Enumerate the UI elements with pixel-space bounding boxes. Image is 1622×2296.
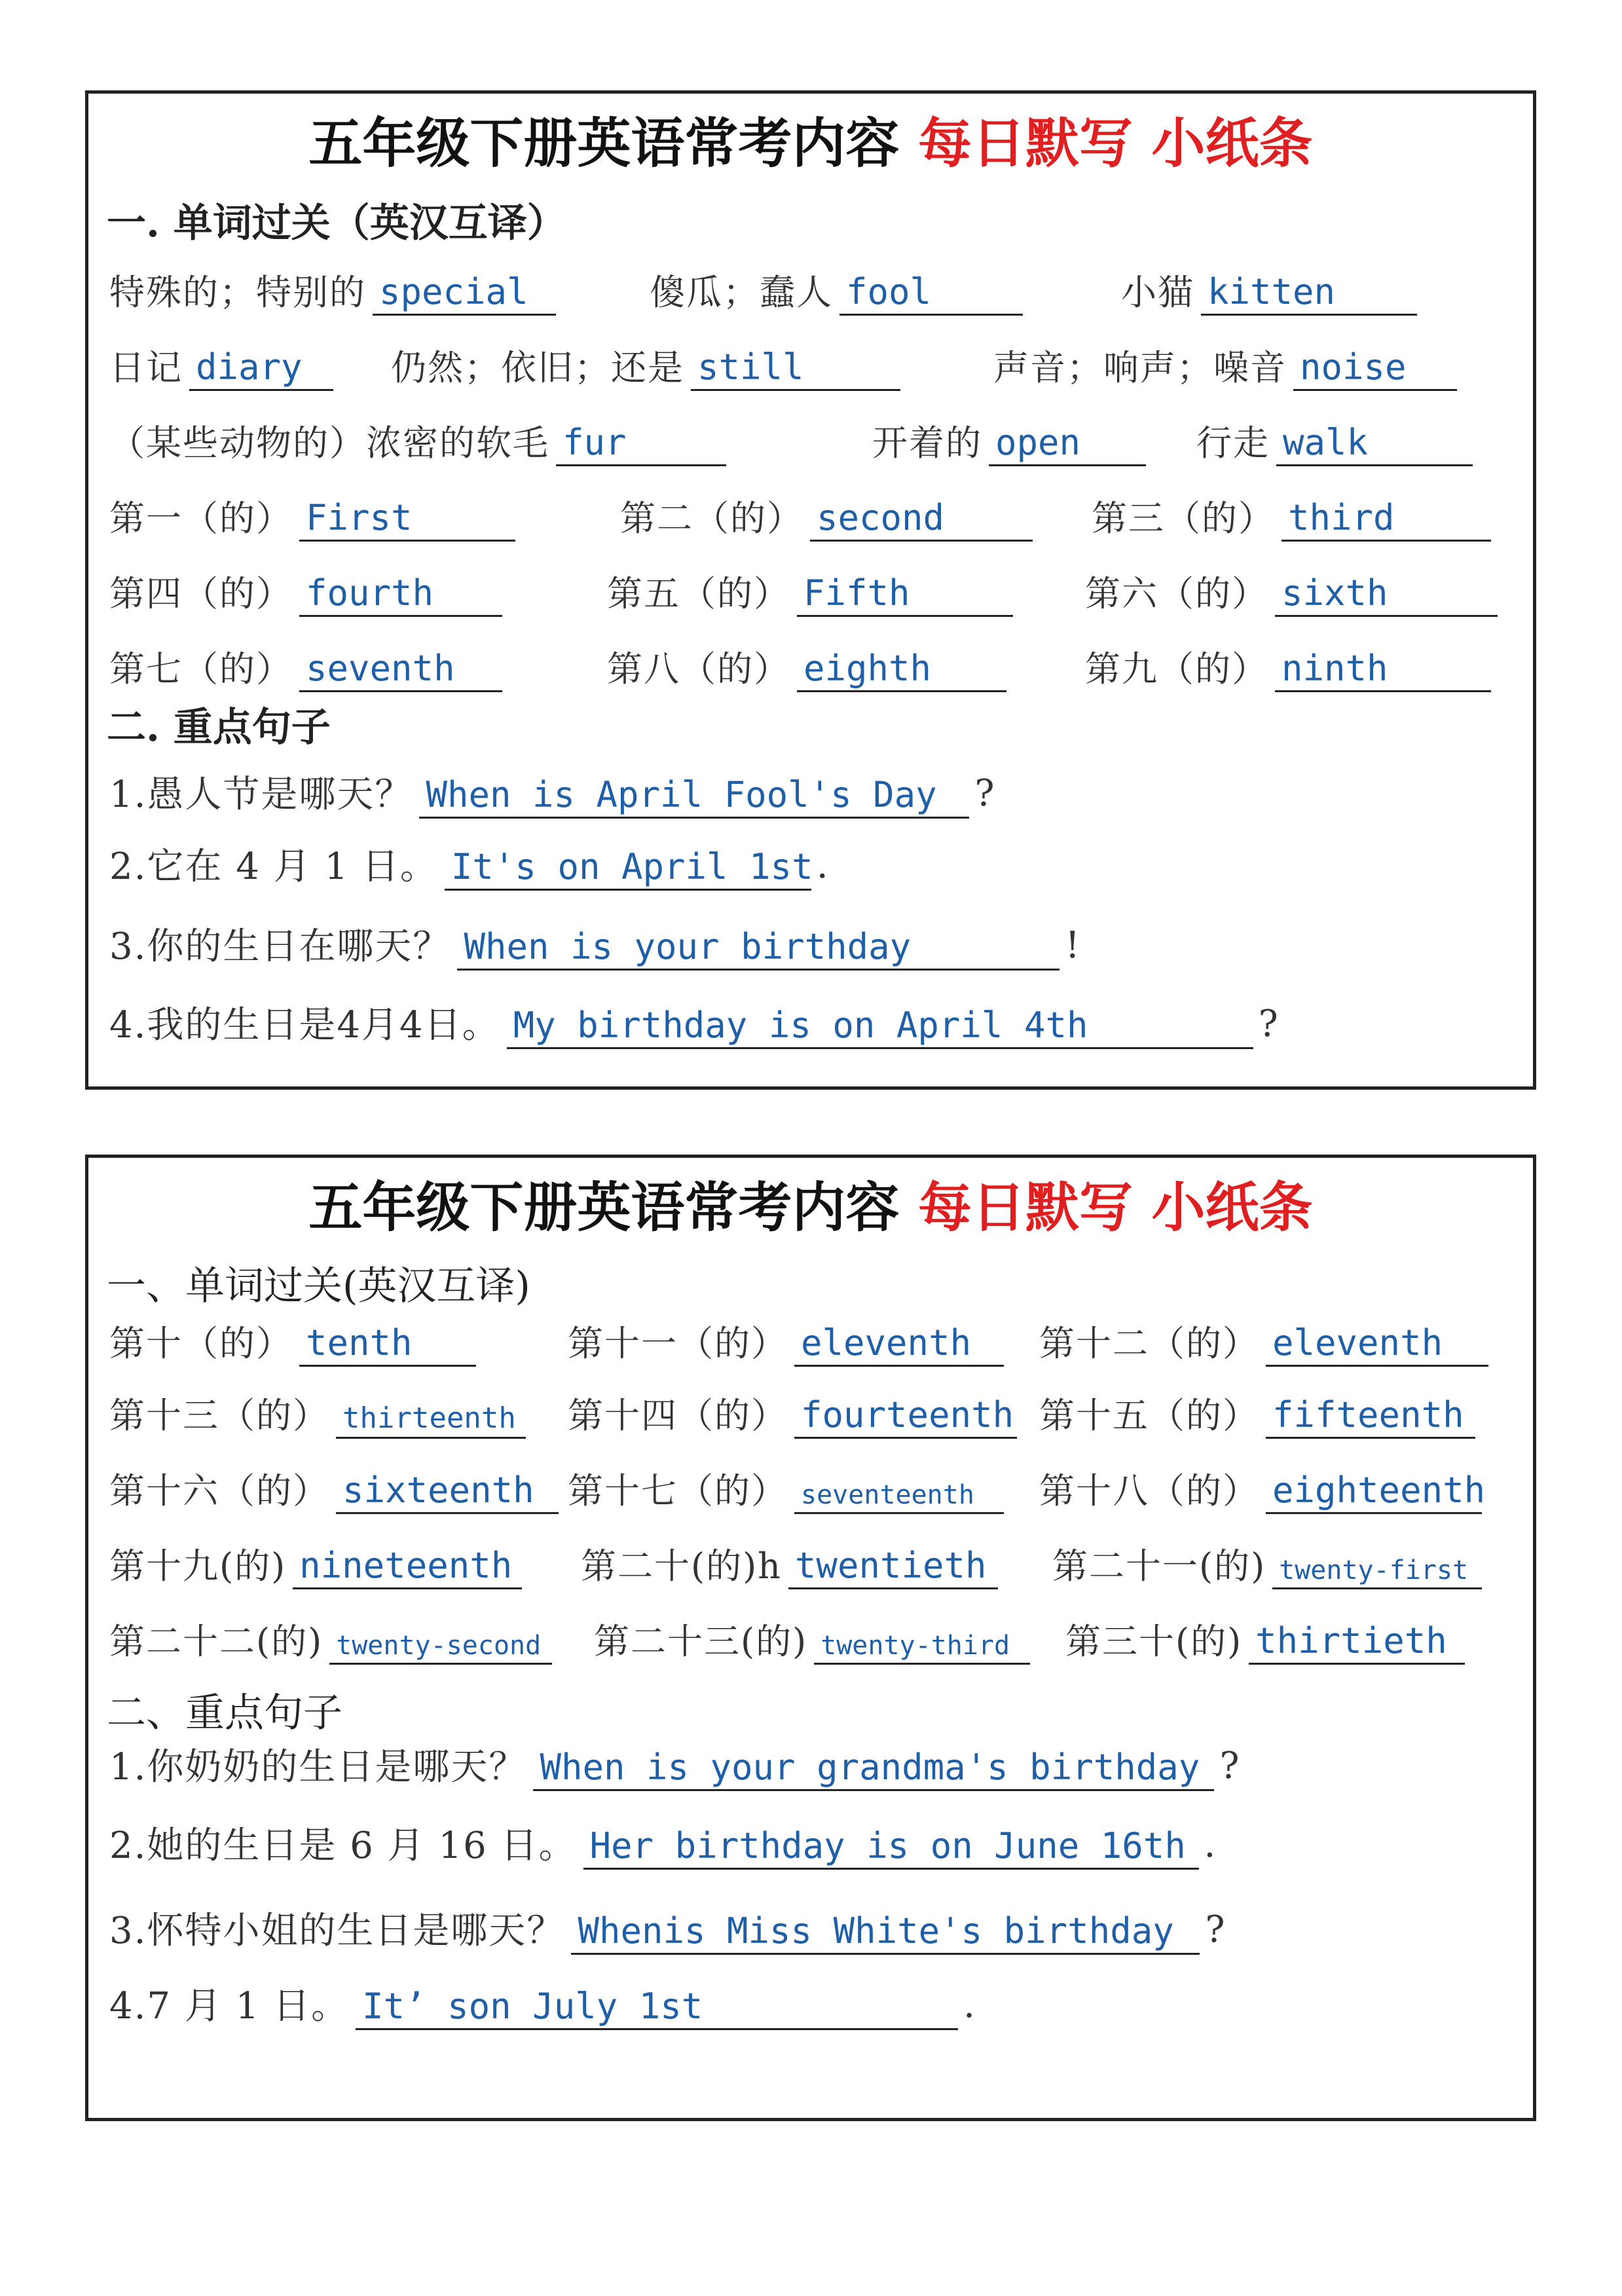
chinese-prompt: 第十九(的): [109, 1546, 287, 1587]
english-answer: fifteenth: [1272, 1394, 1464, 1435]
english-answer: seventeenth: [801, 1480, 974, 1510]
worksheet-card-1: [85, 90, 1536, 1090]
answer-blank: [419, 762, 969, 819]
english-answer: sixteenth: [342, 1470, 534, 1511]
english-answer: noise: [1300, 346, 1407, 388]
english-answer: walk: [1283, 422, 1369, 463]
answer-blank: [1266, 1382, 1475, 1439]
vocab-row: [109, 259, 1520, 324]
chinese-prompt: 第六（的）: [1085, 573, 1268, 614]
chinese-prompt: （某些动物的）浓密的软毛: [109, 422, 549, 464]
title-black: 五年级下册英语常考内容: [308, 113, 900, 175]
vocab-item: [1039, 1457, 1486, 1514]
english-answer: fur: [562, 422, 627, 463]
vocab-item: [109, 1382, 526, 1439]
section-heading-words: 一、单词过关(英汉互译): [107, 1263, 530, 1309]
sentence-item: [109, 914, 1080, 971]
vocab-item: [1121, 259, 1417, 316]
chinese-sentence: 4.我的生日是4月4日。: [109, 1004, 500, 1046]
answer-blank: [1249, 1608, 1465, 1665]
answer-blank: [356, 1973, 958, 2030]
english-answer: ninth: [1281, 648, 1388, 689]
chinese-prompt: 第九（的）: [1085, 648, 1268, 690]
vocab-item: [568, 1310, 1004, 1367]
english-answer: My birthday is on April 4th: [513, 1005, 1088, 1046]
chinese-sentence: 3.怀特小姐的生日是哪天？: [109, 1910, 565, 1952]
vocab-item: [620, 485, 1033, 542]
english-answer: twenty-third: [820, 1631, 1010, 1661]
vocab-row: [109, 334, 1520, 399]
chinese-prompt: 第十（的）: [109, 1323, 293, 1364]
english-answer: It's on April 1st: [451, 846, 813, 887]
chinese-prompt: 第十三（的）: [109, 1395, 329, 1436]
answer-blank: [1276, 409, 1473, 466]
sentence-item: [109, 1734, 1239, 1791]
answer-blank: [797, 560, 1013, 617]
chinese-prompt: 第十四（的）: [568, 1395, 788, 1436]
chinese-prompt: 第四（的）: [109, 573, 293, 614]
vocab-item: [581, 1532, 998, 1589]
vocab-item: [109, 1457, 559, 1514]
vocab-item: [109, 409, 726, 466]
end-punctuation: ?: [1205, 1908, 1225, 1951]
chinese-prompt: 开着的: [872, 422, 982, 464]
end-punctuation: ?: [1219, 1745, 1240, 1787]
vocab-row: [109, 1457, 1520, 1523]
english-answer: second: [817, 497, 945, 538]
vocab-row: [109, 1532, 1520, 1598]
answer-blank: [814, 1608, 1030, 1665]
chinese-prompt: 第十五（的）: [1039, 1395, 1259, 1436]
end-punctuation: ?: [974, 772, 995, 815]
chinese-prompt: 第三（的）: [1092, 498, 1275, 539]
english-answer: eighteenth: [1272, 1470, 1486, 1511]
sentence-item: [109, 1813, 1215, 1870]
answer-blank: [299, 485, 515, 542]
answer-blank: [1293, 334, 1457, 391]
english-answer: eleventh: [801, 1322, 972, 1363]
answer-blank: [794, 1310, 1004, 1367]
chinese-prompt: 第二十三(的): [594, 1621, 808, 1662]
vocab-item: [1039, 1382, 1475, 1439]
chinese-sentence: 4.7 月 1 日。: [109, 1985, 350, 2028]
english-answer: When is your birthday: [464, 926, 912, 967]
chinese-prompt: 第三十(的): [1065, 1621, 1243, 1662]
vocab-item: [1085, 560, 1498, 617]
answer-blank: [583, 1813, 1199, 1870]
vocab-row: [109, 1310, 1520, 1375]
chinese-prompt: 第二十一(的): [1052, 1546, 1266, 1587]
english-answer: fourth: [306, 572, 434, 614]
chinese-prompt: 行走: [1196, 422, 1270, 464]
chinese-prompt: 第十六（的）: [109, 1470, 329, 1511]
answer-blank: [299, 560, 502, 617]
answer-blank: [691, 334, 900, 391]
chinese-sentence: 2.它在 4 月 1 日。: [109, 845, 438, 888]
answer-blank: [1275, 635, 1491, 692]
sentence-item: [109, 992, 1278, 1049]
answer-blank: [1266, 1457, 1486, 1514]
chinese-prompt: 第二十(的)h: [581, 1546, 782, 1587]
vocab-item: [607, 560, 1013, 617]
card-title: [88, 1176, 1533, 1240]
answer-blank: [189, 334, 333, 391]
vocab-item: [109, 1532, 522, 1589]
vocab-item: [109, 259, 556, 316]
vocab-row: [109, 409, 1520, 475]
chinese-prompt: 日记: [109, 347, 183, 388]
vocab-item: [109, 334, 333, 391]
end-punctuation: .: [963, 1984, 975, 2026]
vocab-row: [109, 560, 1520, 625]
vocab-item: [391, 334, 900, 391]
worksheet-card-2: [85, 1155, 1536, 2121]
answer-blank: [329, 1608, 552, 1665]
answer-blank: [445, 834, 811, 891]
answer-blank: [794, 1382, 1017, 1439]
answer-blank: [1201, 259, 1417, 316]
vocab-item: [1052, 1532, 1482, 1589]
vocab-row: [109, 1608, 1520, 1673]
english-answer: It’ son July 1st: [362, 1986, 703, 2027]
chinese-prompt: 第二（的）: [620, 498, 803, 539]
chinese-prompt: 小猫: [1121, 272, 1194, 313]
english-answer: eighth: [803, 648, 932, 689]
english-answer: Her birthday is on June 16th: [589, 1825, 1186, 1866]
english-answer: still: [697, 346, 804, 388]
vocab-row: [109, 635, 1520, 701]
vocab-item: [1196, 409, 1473, 466]
chinese-prompt: 特殊的；特别的: [109, 272, 366, 313]
answer-blank: [457, 914, 1060, 971]
english-answer: First: [306, 497, 413, 538]
end-punctuation: !: [1065, 924, 1080, 967]
answer-blank: [507, 992, 1253, 1049]
english-answer: tenth: [306, 1322, 413, 1363]
english-answer: Whenis Miss White's birthday: [578, 1910, 1174, 1952]
vocab-row: [109, 485, 1520, 550]
end-punctuation: ?: [1258, 1003, 1278, 1045]
answer-blank: [533, 1734, 1214, 1791]
vocab-item: [1085, 635, 1491, 692]
english-answer: open: [995, 422, 1081, 463]
title-black: 五年级下册英语常考内容: [308, 1177, 900, 1239]
english-answer: twenty-first: [1279, 1555, 1469, 1585]
english-answer: When is April Fool's Day: [426, 774, 937, 815]
vocab-item: [109, 485, 515, 542]
end-punctuation: .: [816, 844, 828, 887]
sentence-item: [109, 762, 994, 819]
vocab-item: [568, 1457, 1004, 1514]
english-answer: third: [1288, 497, 1395, 538]
vocab-item: [872, 409, 1146, 466]
answer-blank: [299, 1310, 476, 1367]
vocab-item: [1039, 1310, 1488, 1367]
english-answer: diary: [196, 346, 303, 388]
english-answer: When is your grandma's birthday: [540, 1747, 1200, 1788]
chinese-prompt: 第十八（的）: [1039, 1470, 1259, 1511]
title-red: 每日默写 小纸条: [918, 1177, 1313, 1239]
answer-blank: [1266, 1310, 1488, 1367]
vocab-item: [607, 635, 1006, 692]
vocab-item: [109, 1310, 476, 1367]
title-red: 每日默写 小纸条: [918, 113, 1313, 175]
chinese-prompt: 第十二（的）: [1039, 1323, 1259, 1364]
sentence-item: [109, 1898, 1225, 1955]
chinese-prompt: 第七（的）: [109, 648, 293, 690]
chinese-sentence: 1.你奶奶的生日是哪天？: [109, 1746, 527, 1788]
answer-blank: [293, 1532, 522, 1589]
english-answer: twentieth: [794, 1545, 987, 1586]
answer-blank: [336, 1457, 559, 1514]
vocab-row: [109, 1382, 1520, 1447]
section-heading-sentences: 二、重点句子: [107, 1690, 342, 1736]
vocab-item: [109, 1608, 552, 1665]
chinese-prompt: 声音；响声；噪音: [993, 347, 1287, 388]
answer-blank: [1281, 485, 1491, 542]
vocab-item: [568, 1382, 1017, 1439]
chinese-prompt: 第八（的）: [607, 648, 790, 690]
chinese-prompt: 傻瓜；蠢人: [650, 272, 833, 313]
english-answer: nineteenth: [299, 1545, 513, 1586]
chinese-prompt: 第五（的）: [607, 573, 790, 614]
english-answer: fool: [846, 271, 932, 312]
answer-blank: [336, 1382, 526, 1439]
english-answer: thirteenth: [342, 1401, 516, 1435]
vocab-item: [594, 1608, 1030, 1665]
answer-blank: [1275, 560, 1498, 617]
chinese-sentence: 2.她的生日是 6 月 16 日。: [109, 1824, 577, 1867]
chinese-prompt: 第二十二(的): [109, 1621, 323, 1662]
section-heading-words: 一. 单词过关（英汉互译）: [107, 200, 566, 246]
chinese-sentence: 1.愚人节是哪天？: [109, 773, 413, 816]
answer-blank: [839, 259, 1023, 316]
english-answer: kitten: [1207, 271, 1336, 312]
answer-blank: [989, 409, 1146, 466]
vocab-item: [650, 259, 1023, 316]
sentence-item: [109, 1973, 975, 2030]
answer-blank: [797, 635, 1006, 692]
vocab-item: [993, 334, 1457, 391]
vocab-item: [109, 635, 502, 692]
english-answer: Fifth: [803, 572, 910, 614]
vocab-item: [109, 560, 502, 617]
english-answer: eleventh: [1272, 1322, 1443, 1363]
chinese-prompt: 仍然；依旧；还是: [391, 347, 684, 388]
vocab-item: [1065, 1608, 1465, 1665]
section-heading-sentences: 二. 重点句子: [107, 705, 331, 750]
answer-blank: [788, 1532, 998, 1589]
chinese-prompt: 第十七（的）: [568, 1470, 788, 1511]
english-answer: thirtieth: [1255, 1620, 1447, 1661]
english-answer: special: [379, 271, 528, 312]
answer-blank: [1272, 1532, 1482, 1589]
answer-blank: [556, 409, 726, 466]
english-answer: seventh: [306, 648, 455, 689]
answer-blank: [794, 1457, 1004, 1514]
vocab-item: [1092, 485, 1491, 542]
english-answer: fourteenth: [801, 1394, 1014, 1435]
chinese-prompt: 第一（的）: [109, 498, 293, 539]
sentence-item: [109, 834, 828, 891]
answer-blank: [373, 259, 556, 316]
english-answer: twenty-second: [336, 1631, 542, 1661]
answer-blank: [571, 1898, 1200, 1955]
chinese-prompt: 第十一（的）: [568, 1323, 788, 1364]
end-punctuation: .: [1204, 1823, 1216, 1866]
answer-blank: [299, 635, 502, 692]
english-answer: sixth: [1281, 572, 1388, 614]
answer-blank: [810, 485, 1033, 542]
chinese-sentence: 3.你的生日在哪天？: [109, 925, 451, 968]
card-title: [88, 112, 1533, 176]
